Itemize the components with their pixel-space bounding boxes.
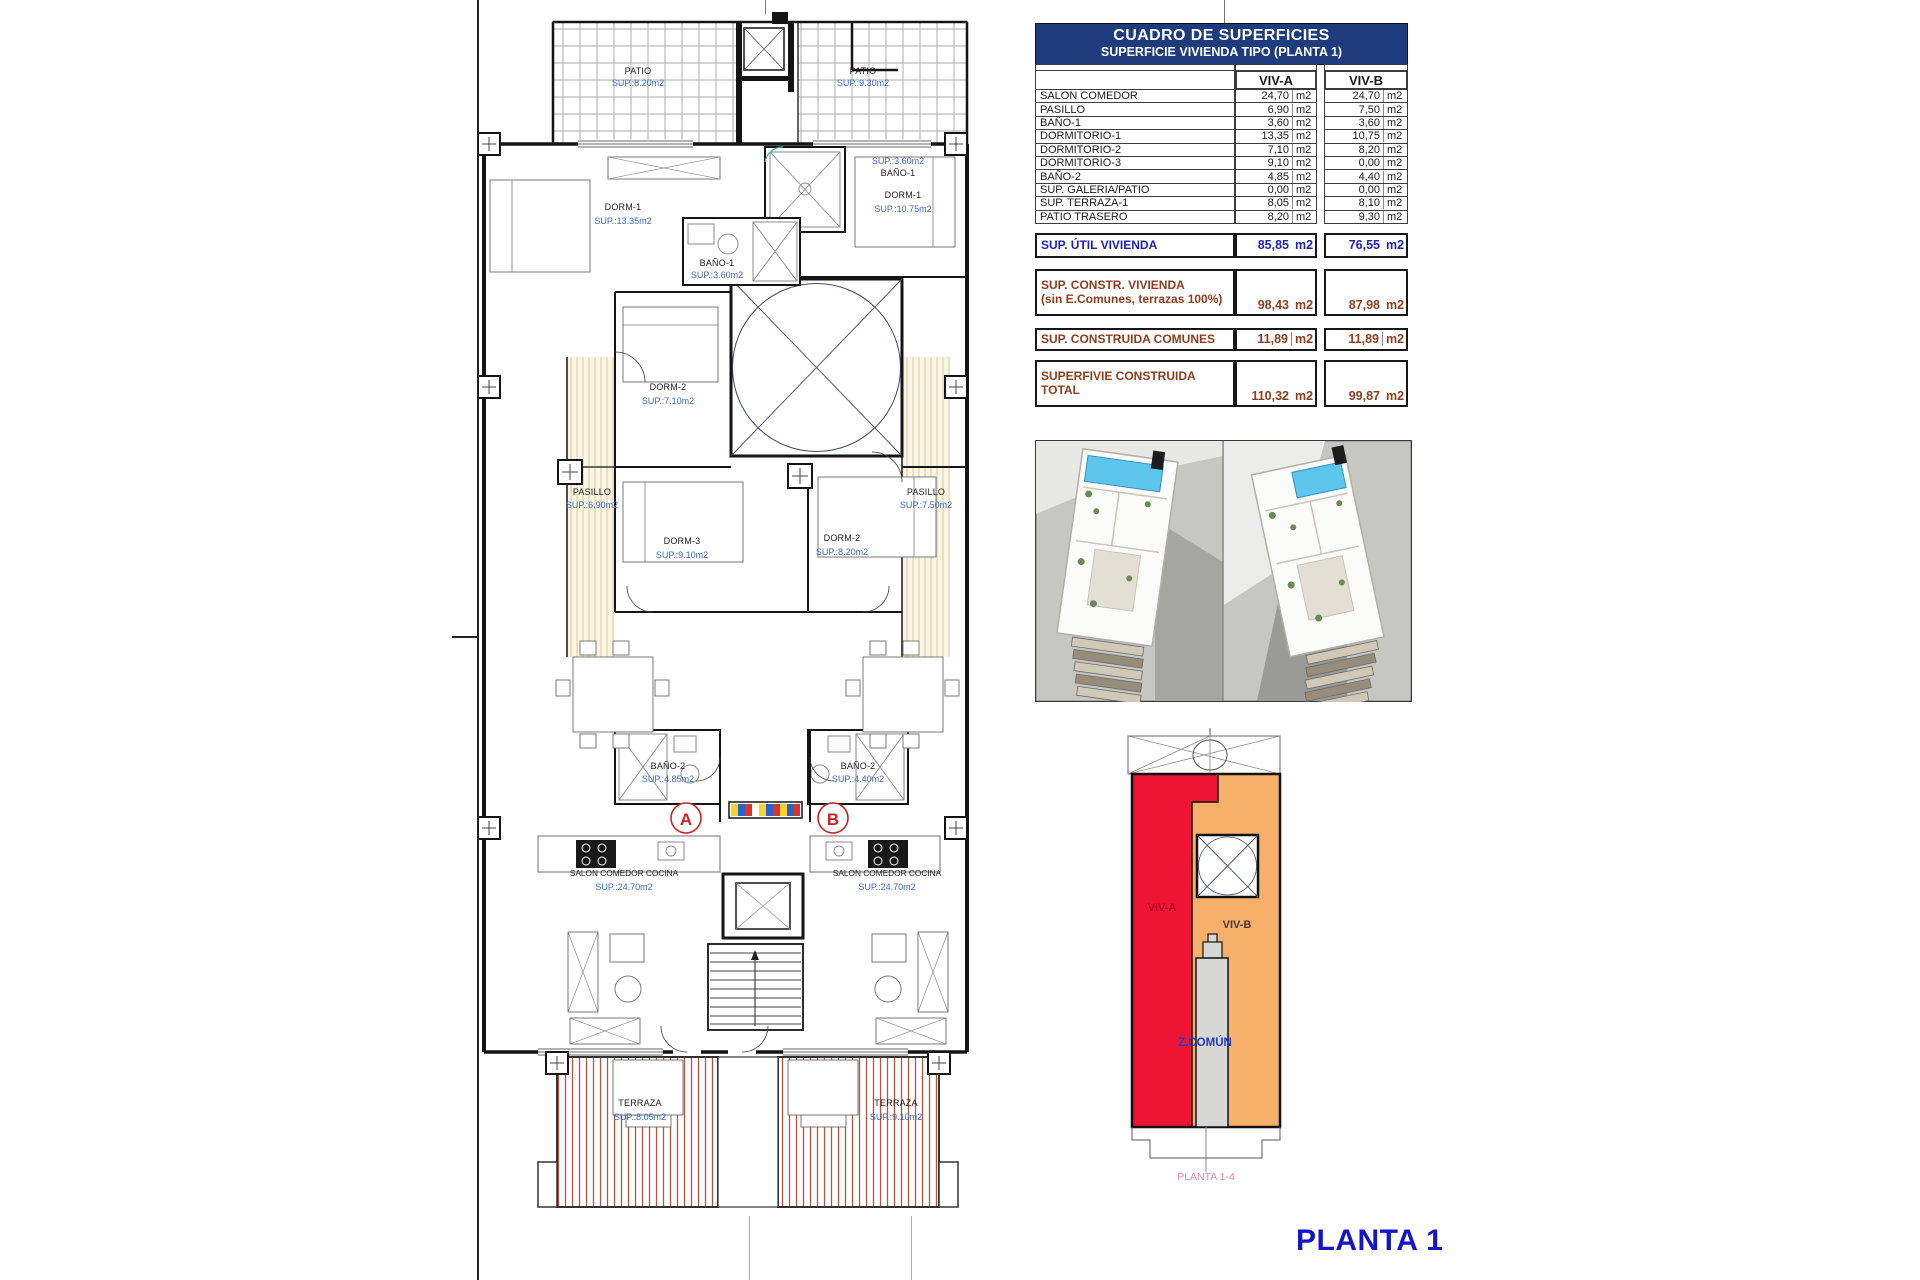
service-tile-strip xyxy=(720,730,810,822)
staircase xyxy=(708,944,803,1030)
diagram-front-patio xyxy=(1128,736,1280,774)
room-sup-dorm2-left: SUP.:7.10m2 xyxy=(641,396,695,406)
room-label-terraza-left: TERRAZA xyxy=(618,1098,662,1108)
diagram-common-zone xyxy=(1196,934,1228,1127)
unit-marker-b xyxy=(818,803,848,833)
summary-constr-row: SUP. CONSTR. VIVIENDA (sin E.Comunes, terrazas 100%) 98,43 m2 87,98 m2 xyxy=(1035,269,1408,316)
col-header-viv-b: VIV-B xyxy=(1324,70,1408,90)
room-label-dorm1-left: DORM-1 xyxy=(604,202,642,212)
summary-util-row: SUP. ÚTIL VIVIENDA 85,85 m2 76,55 m2 xyxy=(1035,233,1408,258)
floor-plan xyxy=(478,12,980,1237)
table-row: BAÑO-2 4,85 m2 4,40 m2 xyxy=(1035,169,1408,183)
render-panel xyxy=(1035,440,1412,702)
room-label-patio-left: PATIO xyxy=(624,66,652,76)
table-row: BAÑO-1 3,60 m2 3,60 m2 xyxy=(1035,116,1408,130)
room-label-bano2-left: BAÑO-2 xyxy=(650,761,686,771)
window-top-left xyxy=(578,140,693,149)
frame-tick xyxy=(452,636,478,638)
elevator xyxy=(723,874,803,938)
table-title: CUADRO DE SUPERFICIES xyxy=(1113,27,1330,44)
diagram-street-front xyxy=(1132,1127,1280,1172)
room-label-terraza-right: TERRAZA xyxy=(874,1098,918,1108)
room-sup-salon-left: SUP.:24.70m2 xyxy=(595,882,653,892)
table-row: DORMITORIO-2 7,10 m2 8,20 m2 xyxy=(1035,143,1408,157)
sheet-title: PLANTA 1 xyxy=(1296,1224,1444,1257)
unit-marker-a xyxy=(671,803,701,833)
room-sup-terraza-left: SUP.:8.05m2 xyxy=(613,1112,667,1122)
diagram-viv-b-label: VIV-B xyxy=(1222,919,1252,931)
room-sup-dorm1-left: SUP.:13.35m2 xyxy=(594,216,652,226)
terraza-right-area xyxy=(778,1057,939,1207)
room-label-dorm3: DORM-3 xyxy=(663,536,701,546)
terraza-left-area xyxy=(557,1057,718,1207)
unit-letter-b: B xyxy=(826,810,840,829)
table-row: PATIO TRASERO 8,20 m2 9,30 m2 xyxy=(1035,210,1408,224)
room-label-dorm2-left: DORM-2 xyxy=(649,382,687,392)
room-label-pasillo-left: PASILLO xyxy=(572,487,612,497)
window-facade-right xyxy=(783,1048,908,1057)
room-label-bano2-right: BAÑO-2 xyxy=(840,761,876,771)
col-header-viv-a: VIV-A xyxy=(1235,70,1317,90)
table-row: DORMITORIO-1 13,35 m2 10,75 m2 xyxy=(1035,129,1408,143)
table-row: DORMITORIO-3 9,10 m2 0,00 m2 xyxy=(1035,156,1408,170)
room-sup-bano1-right: SUP.:3.60m2 xyxy=(871,156,925,166)
room-sup-pasillo-left: SUP.:6.90m2 xyxy=(565,500,619,510)
unit-diagram xyxy=(1125,728,1285,1188)
room-label-bano1-right: BAÑO-1 xyxy=(880,168,916,178)
room-label-salon-right: SALON COMEDOR COCINA xyxy=(832,868,942,878)
room-label-dorm1-right: DORM-1 xyxy=(884,190,922,200)
room-label-patio-right: PATIO xyxy=(849,66,877,76)
room-sup-bano2-left: SUP.:4.85m2 xyxy=(641,774,695,784)
unit-letter-a: A xyxy=(679,810,693,829)
room-sup-bano2-right: SUP.:4.40m2 xyxy=(831,774,885,784)
room-label-salon-left: SALON COMEDOR COCINA xyxy=(569,868,679,878)
diagram-viv-a-label: VIV-A xyxy=(1147,902,1177,914)
room-label-dorm2-right: DORM-2 xyxy=(823,533,861,543)
summary-total-row: SUPERFIVIE CONSTRUIDA TOTAL 110,32 m2 99,87 m2 xyxy=(1035,360,1408,407)
room-sup-dorm1-right: SUP.:10.75m2 xyxy=(874,204,932,214)
surfaces-table-header xyxy=(1035,23,1408,65)
room-sup-salon-right: SUP.:24.70m2 xyxy=(858,882,916,892)
room-sup-dorm2-right: SUP.:8.20m2 xyxy=(815,547,869,557)
room-sup-dorm3: SUP.:9.10m2 xyxy=(655,550,709,560)
table-row: SUP. TERRAZA-1 8,05 m2 8,10 m2 xyxy=(1035,196,1408,210)
table-row: SALON COMEDOR 24,70 m2 24,70 m2 xyxy=(1035,89,1408,103)
room-sup-bano1-left: SUP.:3.60m2 xyxy=(690,270,744,280)
table-column-header-row xyxy=(1035,70,1408,90)
room-label-bano1-left: BAÑO-1 xyxy=(699,258,735,268)
surfaces-table xyxy=(1035,23,1408,407)
diagram-caption: PLANTA 1-4 xyxy=(1177,1171,1235,1183)
kitchen-right xyxy=(810,836,940,872)
room-label-pasillo-right: PASILLO xyxy=(906,487,946,497)
room-sup-patio-right: SUP.:9.30m2 xyxy=(836,78,890,88)
table-row: PASILLO 6,90 m2 7,50 m2 xyxy=(1035,102,1408,116)
room-sup-terraza-right: SUP.:9.10m2 xyxy=(869,1112,923,1122)
table-subtitle: SUPERFICIE VIVIENDA TIPO (PLANTA 1) xyxy=(1100,45,1343,60)
top-entry-structure xyxy=(736,12,794,144)
diagram-lightwell xyxy=(1197,835,1258,897)
lightwell-shaft xyxy=(731,279,902,456)
table-row: SUP. GALERIA/PATIO 0,00 m2 0,00 m2 xyxy=(1035,183,1408,197)
room-sup-patio-left: SUP.:8.20m2 xyxy=(611,78,665,88)
kitchen-left xyxy=(538,836,720,872)
diagram-common-label: Z.COMÚN xyxy=(1178,1037,1232,1049)
summary-comunes-row: SUP. CONSTRUIDA COMUNES 11,89 m2 11,89 m2 xyxy=(1035,328,1408,351)
room-sup-pasillo-right: SUP.:7.50m2 xyxy=(899,500,953,510)
